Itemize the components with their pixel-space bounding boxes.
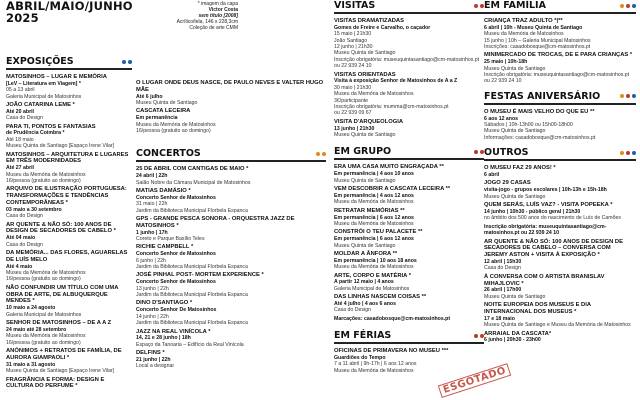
event-detail: Em permanência | 6 aos 12 anos	[334, 236, 414, 243]
event-detail: Museu Quinta de Santiago	[334, 177, 396, 184]
event-detail: Em permanência | 4 aos 12 anos	[334, 192, 414, 199]
event-detail: [LeV – Literatura em Viagem] *	[6, 80, 81, 87]
credit-work: sem título [2008]	[198, 13, 238, 19]
list-item	[136, 216, 326, 242]
event-detail: 6 aos 12 anos	[484, 115, 519, 122]
section-dots-icon	[474, 150, 484, 154]
event-detail: 6 abril | 10h - Museu Quinta de Santiago	[484, 24, 583, 31]
event-detail: Inscrições: casadobosque@cm-matosinhos.pt	[484, 44, 591, 51]
event-title: JOGO 29 CASAS	[484, 180, 531, 187]
section-em-familia	[484, 0, 636, 14]
event-detail: Galeria Municipal de Matosinhos	[334, 285, 410, 292]
event-detail: 12 abril | 15h30	[484, 258, 522, 265]
event-title: MATOSINHOS – LUGAR E MEMÓRIA	[6, 74, 107, 80]
credit-collection: Coleção de arte CMM	[189, 25, 238, 31]
event-title: VEM DESCOBRIR A CASCATA LECEIRA **	[334, 186, 451, 193]
event-title: CRIANÇA TRAZ ADULTO *|**	[484, 18, 563, 24]
event-title: QUEM SERÁS, LUÍS VAZ? - VISITA POPEEKA *	[484, 202, 613, 209]
event-detail: 05 a 13 abril	[6, 87, 35, 94]
event-detail: Casa do Design	[334, 307, 371, 314]
list-item	[484, 52, 636, 84]
list-item	[6, 124, 132, 150]
event-detail: Local a designar	[136, 363, 175, 370]
event-title: MATIAS DAMÁSIO *	[136, 188, 191, 195]
event-title: MINIMERCADO DE TROCAS, DE E PARA CRIANÇAS *	[484, 52, 633, 59]
event-detail: Informações: casadobosque@cm-matosinhos.pt	[484, 134, 596, 141]
section-dots-icon	[620, 94, 636, 98]
list-item	[484, 274, 636, 300]
event-detail: ou 22 939 09 67	[334, 110, 372, 117]
section-title: EM FÉRIAS	[334, 330, 392, 342]
list-item	[136, 80, 326, 106]
event-title: NÃO CONFUNDIR UM TÍTULO COM UMA OBRA DE ARTE, DE ALBUQUERQUE MENDES *	[6, 284, 119, 305]
list-item	[6, 348, 132, 374]
em-grupo-list	[334, 164, 484, 322]
event-detail: 16/pessoa (gratuito ao domingo)	[136, 128, 211, 135]
event-detail: 15 maio | 21h30	[334, 31, 372, 38]
event-detail: 13 junho | 21h30	[334, 125, 375, 132]
event-detail: Espaço da Tanoaria – Edifício da Real Vinícola	[136, 341, 244, 348]
list-item	[334, 229, 484, 249]
credit-artist: Victor Costa	[208, 7, 238, 13]
event-detail: Em permanência | 6 aos 12 anos	[334, 214, 414, 221]
section-title: CONCERTOS	[136, 148, 201, 160]
event-detail: Museu da Memória de Matosinhos	[334, 91, 414, 98]
credit-lead: * imagem da capa	[197, 1, 238, 7]
event-detail: Museu Quinta de Santiago	[484, 65, 546, 72]
event-detail: Museu Quinta de Santiago	[334, 50, 396, 57]
event-detail: Marcações: casadobosque@cm-matosinhos.pt	[334, 315, 451, 322]
list-item	[334, 294, 484, 314]
exposicoes-list	[6, 74, 132, 390]
event-detail: Inscrição obrigatória: museuquintasantiago@cm-matosinhos.pt	[334, 56, 480, 63]
list-item	[334, 273, 484, 293]
title-line-2: 2025	[6, 11, 39, 25]
event-detail: Museu da Memória de Matosinhos	[484, 31, 564, 38]
event-detail: 12 junho | 21h30	[334, 44, 373, 51]
event-detail: 14 junho | 10h30 - público geral | 21h30	[484, 208, 581, 215]
festas-list	[484, 109, 636, 141]
event-title: JOSÉ PINHAL POST- MORTEM EXPERIENCE *	[136, 272, 264, 279]
section-title: VISITAS	[334, 0, 376, 11]
event-detail: Museu Quinta de Santiago [Espaço Irene Vilar]	[6, 143, 115, 150]
event-detail: 6 junho | 22h	[136, 257, 166, 264]
section-dots-icon	[316, 152, 326, 156]
event-detail: 16/pessoa (gratuito ao domingo)	[6, 276, 81, 283]
event-detail: Jardim da Biblioteca Municipal Florbela Espanca	[136, 264, 248, 271]
list-item	[334, 316, 484, 322]
list-item	[334, 348, 484, 374]
list-item	[334, 164, 484, 184]
event-detail: Concerto Senhor de Matosinhos	[136, 194, 216, 201]
section-title: OUTROS	[484, 147, 529, 159]
event-detail: Até 27 abril	[6, 165, 34, 172]
em-familia-list	[484, 18, 636, 85]
list-item	[334, 72, 484, 117]
event-title: ANÓNIMOS + RETRATOS DE FAMÍLIA, DE AURORA GIAMPAOLI *	[6, 348, 122, 361]
cover-credit	[118, 1, 238, 31]
event-detail: Concerto Senhor de Matosinhos	[136, 279, 216, 286]
list-item	[6, 152, 132, 185]
event-detail: Museu Quinta de Santiago [Espaço Irene Vilar]	[6, 368, 115, 375]
list-item	[136, 108, 326, 134]
list-item	[334, 119, 484, 139]
section-dots-icon	[620, 151, 636, 155]
list-item	[136, 329, 326, 349]
event-title: JOÃO CATARINA LEME *	[6, 102, 75, 109]
event-title: RETRATAR MEMÓRIAS **	[334, 207, 405, 214]
event-detail: 24 maio até 28 setembro	[6, 326, 67, 333]
list-item	[484, 224, 636, 237]
event-detail: 3€/participante	[334, 97, 369, 104]
section-outros	[484, 147, 636, 161]
event-detail: Casa do Design	[6, 213, 43, 220]
event-title: DA MEMÓRIA... DAS FLORES, AGUARELAS DE LUÍS MELO	[6, 250, 128, 263]
event-detail: Galeria Municipal de Matosinhos	[6, 311, 82, 318]
section-title: EM GRUPO	[334, 146, 392, 158]
list-item	[334, 18, 484, 70]
event-title: ERA UMA CASA MUITO ENGRAÇADA **	[334, 164, 444, 171]
list-item	[6, 285, 132, 318]
list-item	[334, 251, 484, 271]
list-item	[6, 74, 132, 100]
event-detail: Museu Quinta de Santiago e Museu da Memória de Matosinhos	[484, 322, 631, 329]
list-item	[484, 302, 636, 328]
event-detail: Em permanência | 10 aos 18 anos	[334, 257, 417, 264]
event-detail: ou 22 939 24 10	[334, 63, 372, 70]
event-detail: 6 abril	[484, 172, 500, 179]
event-detail: Inscrição obrigatória: museuquintasantiago@cm-matosinhos.pt ou 22 939 24 10	[484, 72, 630, 85]
event-detail: 24 abril | 22h	[136, 173, 168, 180]
event-detail: visita-jogo - grupos escolares | 10h-13h e 15h-18h	[484, 187, 607, 194]
event-title: OFICINAS DE PRIMAVERA NO MUSEU ***	[334, 348, 449, 355]
event-detail: Inscrição obrigatória: museuquintasantiago@cm-matosinhos.pt ou 22 939 24 10	[484, 223, 607, 237]
event-detail: Até 18 maio	[6, 136, 34, 143]
list-item	[484, 331, 636, 344]
event-title: FRAGRÂNCIA E FORMA: DESIGN E CULTURA DO PERFUME *	[6, 376, 105, 390]
event-detail: 21 junho | 22h	[136, 356, 171, 363]
event-detail: Gomes de Freire e Carvalho, o caçador	[334, 24, 431, 31]
event-detail: Casa do Design	[484, 265, 521, 272]
event-detail: Até 20 abril	[6, 108, 34, 115]
event-detail: Guardiões do Tempo	[334, 354, 386, 361]
event-detail: Sábados | 10h-13h00 ou 15h00-18h00	[484, 122, 573, 129]
event-detail: 14 junho | 22h	[136, 313, 169, 320]
section-dots-icon	[474, 4, 484, 8]
event-detail: Até 4 maio	[6, 263, 33, 270]
list-item	[484, 18, 636, 50]
event-detail: Museu da Memória de Matosinhos	[334, 264, 414, 271]
event-detail: 14, 21 e 28 junho | 18h	[136, 335, 191, 342]
event-detail: 1 junho | 17h	[136, 229, 168, 236]
event-detail: Museu Quinta de Santiago	[484, 193, 546, 200]
event-detail: 31 maio a 31 agosto	[6, 361, 56, 368]
event-detail: Museu Quinta de Santiago	[484, 293, 546, 300]
list-item	[484, 109, 636, 141]
event-detail: A partir 12 maio | 4 anos	[334, 279, 394, 286]
event-title: CASCATA LECEIRA	[136, 108, 191, 115]
event-detail: Museu da Memória de Matosinhos	[334, 220, 414, 227]
section-visitas	[334, 0, 484, 14]
event-detail: 25 maio | 10h-18h	[484, 59, 528, 66]
title-line-1: ABRIL/MAIO/JUNHO	[6, 0, 133, 13]
event-detail: Museu da Memória de Matosinhos	[6, 270, 86, 277]
event-detail: 16/pessoa (gratuito ao domingo)	[6, 178, 81, 185]
event-detail: Casa do Design	[6, 241, 43, 248]
list-item	[136, 272, 326, 298]
event-detail: Em permanência | 4 aos 10 anos	[334, 171, 414, 178]
event-title: ARQUIVO DE ILUSTRAÇÃO PORTUGUESA: TRANSFORMAÇÕES E TENDÊNCIAS CONTEMPORÂNEAS *	[6, 186, 127, 207]
list-item	[334, 208, 484, 228]
column-1	[6, 0, 132, 392]
list-item	[6, 250, 132, 283]
event-detail: 26 abril | 17h00	[484, 287, 522, 294]
visitas-list	[334, 18, 484, 138]
event-detail: Museu da Memória de Matosinhos	[334, 199, 414, 206]
event-detail: Museu da Memória de Matosinhos	[136, 121, 216, 128]
event-detail: Salão Nobre da Câmara Municipal de Matosinhos	[136, 179, 251, 186]
event-detail: Museu Quinta de Santiago	[484, 128, 546, 135]
event-detail: 31 maio | 22h	[136, 201, 168, 208]
list-item	[6, 320, 132, 346]
event-detail: Concerto Senhor De Matosinhos	[136, 307, 217, 314]
list-item	[484, 165, 636, 178]
list-item	[484, 202, 636, 222]
event-detail: Museu Quinta de Santiago	[334, 132, 396, 139]
section-exposicoes	[6, 56, 132, 70]
section-title: EXPOSIÇÕES	[6, 56, 74, 67]
event-detail: Museu Quinta de Santiago	[136, 100, 198, 106]
list-item	[484, 239, 636, 272]
list-item	[136, 244, 326, 270]
event-title: JAZZ NA REAL VINÍCOLA *	[136, 328, 211, 335]
event-detail: Jardim da Biblioteca Municipal Florbela Espanca	[136, 292, 248, 299]
section-title: EM FAMÍLIA	[484, 0, 546, 11]
section-dots-icon	[474, 334, 484, 338]
event-detail: Galeria Municipal de Matosinhos	[6, 93, 82, 100]
section-dots-icon	[122, 60, 132, 64]
event-title: AR QUENTE & NÃO SÓ: 100 ANOS DE DESIGN DE SECADORES DE CABELO – CONVERSA COM JEREMY ASTON + VISITA À EXPOSIÇÃO *	[484, 238, 623, 259]
event-detail: Coreto e Parque Basílio Teles	[136, 236, 205, 243]
event-detail: 7 a 11 abril | 9h-17h | 6 aos 12 anos	[334, 361, 417, 368]
section-festas	[484, 91, 636, 105]
event-title: O LUGAR ONDE DEUS NASCE, DE PAULO NEVES E VALTER HUGO MÃE	[136, 80, 324, 93]
event-detail: 17 e 18 maio	[484, 315, 515, 322]
event-detail: Em permanência	[136, 115, 178, 122]
event-title: VISITAS ORIENTADAS	[334, 71, 396, 78]
event-title: VISITAS DRAMATIZADAS	[334, 18, 404, 24]
event-title: VISITA D'ARQUEOLOGIA	[334, 118, 404, 125]
list-item	[136, 350, 326, 370]
list-item	[6, 222, 132, 248]
column-4	[484, 0, 636, 346]
list-item	[6, 102, 132, 122]
page-title	[6, 0, 132, 24]
event-detail: Museu da Memória de Matosinhos	[6, 171, 86, 178]
event-detail: Museu da Memória de Matosinhos	[6, 333, 86, 340]
exposicoes-list-continued	[136, 80, 326, 134]
event-detail: Até 04 maio	[6, 235, 36, 242]
event-title: ARTE, CORPO E MATÉRIA *	[334, 272, 411, 279]
column-2	[136, 80, 326, 372]
event-title: MOLDAR A ÂNFORA **	[334, 250, 398, 257]
sold-out-stamp: ESGOTADO	[438, 363, 512, 398]
list-item	[334, 186, 484, 206]
event-title: PARA TI, PONTOS E FANTASIAS	[6, 123, 96, 130]
event-detail: Inscrição obrigatória: mumma@cm-matosinhos.pt	[334, 104, 449, 111]
section-concertos	[136, 148, 326, 162]
event-title: 25 DE ABRIL COM CANTIGAS DE MAIO *	[136, 166, 249, 173]
event-title: ARRAIAL DA CASCATA*	[484, 330, 552, 337]
event-detail: 30 maio | 21h30	[334, 84, 372, 91]
event-detail: Concerto Senhor de Matosinhos	[136, 251, 216, 258]
credit-tech: Acrílico/tela, 146 x 228,3cm	[176, 19, 238, 25]
event-title: DELFINS *	[136, 350, 165, 357]
outros-list	[484, 165, 636, 343]
section-title: FESTAS ANIVERSÁRIO	[484, 90, 601, 102]
event-title: O MUSEU É MAIS VELHO DO QUE EU **	[484, 108, 595, 115]
em-ferias-list	[334, 348, 484, 374]
list-item	[484, 180, 636, 200]
event-detail: Até 4 julho | 4 aos 6 anos	[334, 300, 396, 307]
event-detail: 13 junho | 22h	[136, 285, 169, 292]
concertos-list	[136, 166, 326, 369]
event-detail: Visita à exposição Senhor de Matosinhos de A a Z	[334, 78, 458, 85]
section-dots-icon	[620, 4, 636, 8]
event-detail: Museu da Memória de Matosinhos	[334, 367, 414, 374]
event-detail: Casa do Design	[6, 115, 43, 122]
list-item	[136, 300, 326, 326]
list-item	[136, 188, 326, 214]
event-title: RICHIE CAMPBELL *	[136, 244, 194, 251]
event-title: O MUSEU FAZ 29 ANOS! *	[484, 165, 556, 172]
list-item	[136, 166, 326, 186]
event-title: À CONVERSA COM O ARTISTA BRANISLAV MIHAJLOVIC *	[484, 273, 605, 287]
event-detail: Até 6 julho	[136, 93, 163, 100]
event-title: NOITE EUROPEIA DOS MUSEUS E DIA INTERNACIONAL DOS MUSEUS *	[484, 302, 591, 315]
event-detail: 6 junho | 20h30 - 23h00	[484, 337, 541, 344]
event-detail: 16/pessoa (gratuito ao domingo)	[6, 339, 81, 346]
event-title: DINO D'SANTIAGO *	[136, 300, 193, 307]
section-em-grupo	[334, 146, 484, 160]
event-title: GPS - GRANDE PESCA SONORA - ORQUESTRA JAZZ DE MATOSINHOS *	[136, 216, 295, 229]
event-detail: Jardim da Biblioteca Municipal Florbela Espanca	[136, 320, 248, 327]
section-em-ferias	[334, 330, 484, 344]
list-item	[6, 377, 132, 391]
event-detail: 10 maio a 24 agosto	[6, 305, 56, 312]
event-title: DAS LINHAS NASCEM COISAS **	[334, 294, 427, 301]
column-3	[334, 0, 484, 376]
event-detail: Jardim da Biblioteca Municipal Florbela Espanca	[136, 207, 248, 214]
event-title: AR QUENTE & NÃO SÓ: 100 ANOS DE DESIGN DE SECADORES DE CABELO *	[6, 221, 116, 235]
event-detail: 15 junho | 10h – Galeria Municipal Matosinhos	[484, 37, 591, 44]
event-detail: Museu Quinta de Santiago	[334, 242, 396, 249]
event-title: CONSTRÓI O TEU PALACETE **	[334, 229, 423, 236]
event-title: MATOSINHOS – ARQUITETURA E LUGARES EM TRÊS MODERNIDADES	[6, 151, 129, 165]
event-detail: de Prudência Coimbra *	[6, 130, 65, 137]
event-detail: João Santiago	[334, 37, 368, 44]
event-title: SENHOR DE MATOSINHOS – DE A A Z	[6, 320, 112, 327]
list-item	[6, 186, 132, 219]
event-detail: no âmbito dos 500 anos do nascimento de Luís de Camões	[484, 215, 621, 222]
event-detail: 03 maio a 30 setembro	[6, 206, 62, 213]
